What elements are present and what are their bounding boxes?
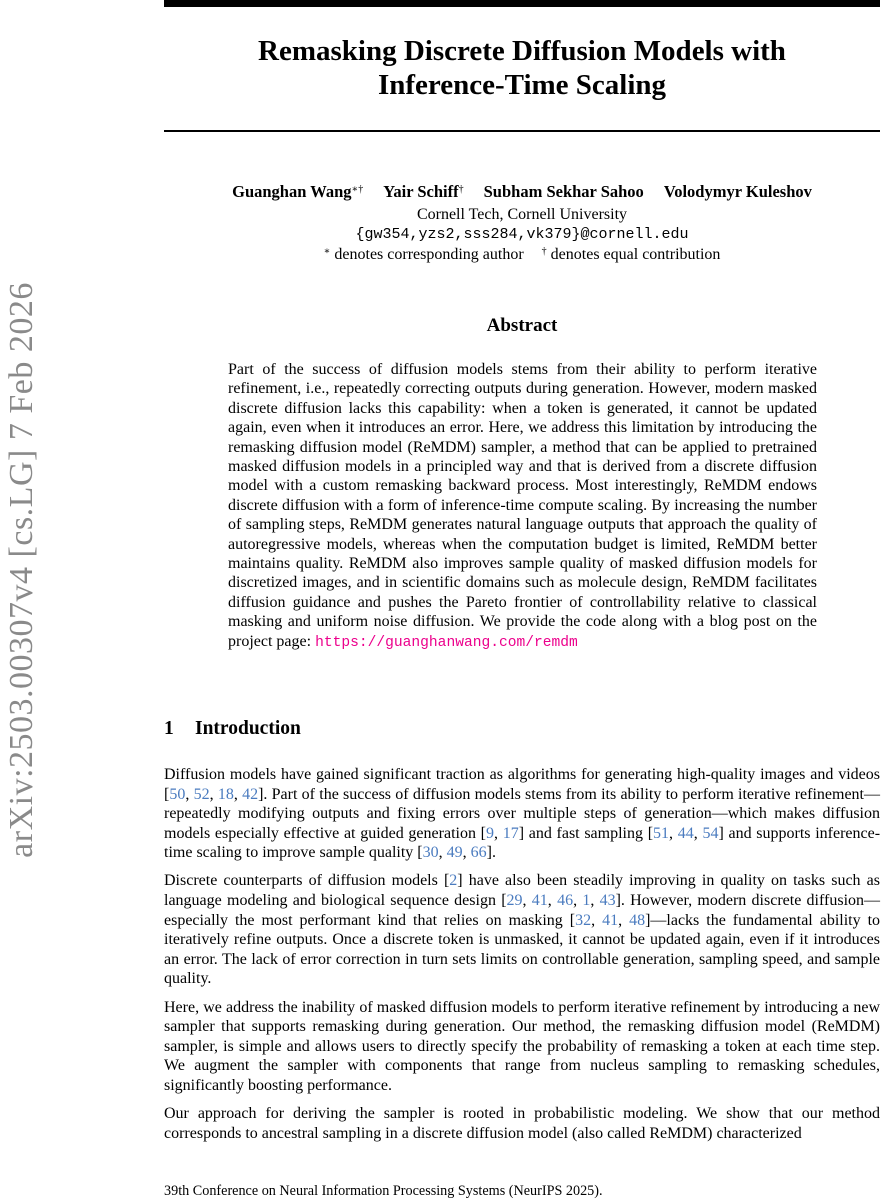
author-block — [164, 182, 880, 267]
citation-link[interactable]: 42 — [242, 785, 259, 803]
citation-link[interactable]: 46 — [557, 892, 574, 910]
top-rule — [164, 0, 880, 7]
project-url-link[interactable]: https://guanghanwang.com/remdm — [315, 634, 578, 651]
citation-link[interactable]: 66 — [470, 844, 487, 862]
title-rule — [164, 130, 880, 132]
citation-link[interactable]: 54 — [702, 824, 719, 842]
citation-link[interactable]: 9 — [486, 824, 494, 842]
author-notes — [164, 245, 880, 267]
citation-link[interactable]: 17 — [502, 824, 519, 842]
citation-link[interactable]: 50 — [169, 785, 186, 803]
author-marks: ∗† — [351, 184, 364, 195]
author-emails: {gw354,yzs2,sss284,vk379}@cornell.edu — [355, 226, 689, 243]
author-names — [164, 182, 880, 205]
author-name: Yair Schiff — [383, 182, 459, 201]
citation-link[interactable]: 41 — [602, 911, 619, 929]
citation-link[interactable]: 18 — [217, 785, 234, 803]
paragraph: Our approach for deriving the sampler is rooted in probabilistic modeling. We show that our method corresponds to ancestral sampling in a discrete diffusion model (also called ReMDM) characterized — [164, 1105, 880, 1142]
citation-link[interactable]: 41 — [531, 892, 548, 910]
author-marks: † — [458, 184, 464, 195]
author-name: Volodymyr Kuleshov — [663, 182, 812, 201]
abstract-text — [228, 360, 817, 653]
paragraph: Diffusion models have gained significant traction as algorithms for generating high-quality images and videos [50, 52, 18, 42]. Part of the success of diffusion models stems from its ability to perform iterative refinement—repeatedly modifying outputs and fixing errors over multiple steps of generation—which makes diffusion models especially effective at guided generation [9, 17] and fast sampling [51, 44, 54] and supports inference-time scaling to improve sample quality [30, 49, 66]. — [164, 766, 881, 862]
section-title: Introduction — [195, 718, 301, 739]
citation-link[interactable]: 44 — [677, 824, 694, 842]
citation-link[interactable]: 1 — [582, 892, 591, 910]
introduction-body — [164, 765, 880, 1152]
citation-link[interactable]: 32 — [575, 911, 592, 929]
author-name: Subham Sekhar Sahoo — [483, 182, 644, 201]
paragraph: Here, we address the inability of masked diffusion models to perform iterative refinement by introducing a new sampler that supports remasking during generation. Our method, the remasking diffusion model (ReMDM) sampler, is simple and allows users to directly specify the probability of remasking a token at each time step. We augment the sampler with components that range from nucleus sampling to remasking schedules, significantly boosting performance. — [164, 998, 880, 1094]
paragraph: Discrete counterparts of diffusion models [2] have also been steadily improving in quality on tasks such as language modeling and biological sequence design [29, 41, 46, 1, 43]. However, modern discrete diffusion—especially the most performant kind that relies on masking [32, 41, 48]—lacks the fundamental ability to iteratively refine outputs. Once a discrete token is unmasked, it cannot be updated again, even if it introduces an error. The lack of error correction in turn sets limits on controllable generation, sampling speed, and sample quality. — [164, 872, 881, 988]
abstract-heading: Abstract — [486, 315, 558, 336]
citation-link[interactable]: 52 — [193, 785, 210, 803]
section-heading-introduction — [164, 717, 301, 741]
corresponding-note: denotes corresponding author — [334, 246, 524, 263]
author-name: Guanghan Wang — [232, 182, 352, 201]
title-line-2: Inference-Time Scaling — [377, 69, 667, 101]
citation-link[interactable]: 2 — [449, 872, 458, 890]
affiliation: Cornell Tech, Cornell University — [416, 206, 628, 223]
arxiv-identifier: arXiv:2503.00307v4 [cs.LG] 7 Feb 2026 — [3, 282, 40, 858]
title-line-1: Remasking Discrete Diffusion Models with — [258, 35, 786, 67]
note-mark: † — [541, 246, 547, 257]
conference-footer: 39th Conference on Neural Information Processing Systems (NeurIPS 2025). — [164, 1183, 603, 1199]
paper-title — [164, 34, 880, 102]
equal-contribution-note: denotes equal contribution — [550, 246, 721, 263]
citation-link[interactable]: 51 — [653, 824, 670, 842]
citation-link[interactable]: 49 — [446, 844, 463, 862]
abstract-body: Part of the success of diffusion models stems from their ability to perform iterative refinement, i.e., repeatedly correcting outputs during generation. However, modern masked discrete diffusion lacks this capability: when a token is generated, it cannot be updated again, even when it introduces an error. Here, we address this limitation by introducing the remasking diffusion model (ReMDM) sampler, a method that can be applied to pretrained masked diffusion models in a principled way and that is derived from a discrete diffusion model with a custom remasking backward process. Most interestingly, ReMDM endows discrete diffusion with a form of inference-time compute scaling. By increasing the number of sampling steps, ReMDM generates natural language outputs that approach the quality of autoregressive models, whereas when the computation budget is limited, ReMDM better maintains quality. ReMDM also improves sample quality of masked diffusion models for discretized images, and in scientific domains such as molecule design, ReMDM facilitates diffusion guidance and pushes the Pareto frontier of controllability relative to classical masking and uniform noise diffusion. We provide the code along with a blog post on the project page: — [228, 361, 817, 650]
arxiv-sidebar — [0, 0, 44, 1200]
note-mark: ∗ — [323, 246, 331, 257]
citation-link[interactable]: 48 — [629, 911, 646, 929]
citation-link[interactable]: 29 — [506, 892, 523, 910]
section-number: 1 — [164, 718, 174, 739]
citation-link[interactable]: 30 — [422, 844, 439, 862]
citation-link[interactable]: 43 — [599, 892, 616, 910]
